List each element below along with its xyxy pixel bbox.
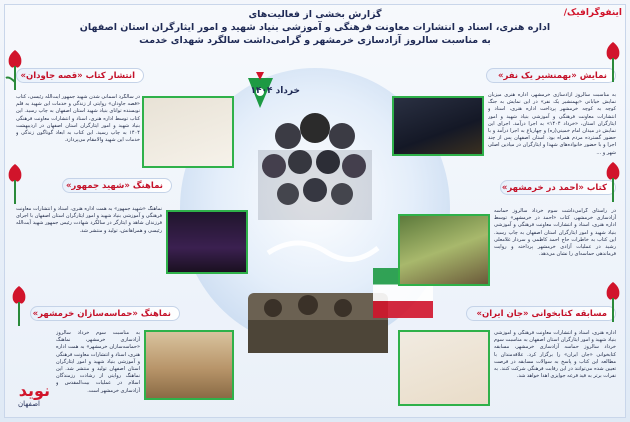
tulip-icon bbox=[602, 40, 624, 84]
song1-photo bbox=[166, 210, 248, 274]
page-header bbox=[70, 8, 560, 47]
section-title-song2: نماهنگ «حماسه‌سازان خرمشهر» bbox=[30, 306, 180, 321]
book2-photo bbox=[398, 214, 490, 286]
navid-logo bbox=[8, 382, 50, 414]
section-title-song1: نماهنگ «شهید جمهور» bbox=[62, 178, 172, 193]
book1-photo bbox=[142, 96, 234, 168]
exhibit-text: به مناسبت سالروز آزادسازی خرمشهر، اداره هنری میزبان نمایش خیابانی «بهمنشیر یک نفر» در این نمایش به جنگ کوچه به کوچه خرمشهر پرداخت اداره هنری، اسناد و انتشارات معاونت فرهنگی و آموزشی بنیاد شهید و امور ایثارگران استان، «خرداد ۱۴۰۴» به اجرا درآمد. اجرای این نمایش در میدان امام خمینی(ره) و چهارباغ به اجرا درآمد و با حضور گسترده مردم همراه بود. استان اصفهان پس از چند اجرا و با حضور خانواده‌های شهدا و ایثارگران در میادین اصلی شهر و ... bbox=[488, 92, 616, 156]
section-title-exhibit: نمایش «بهمنشیر یک نفر» bbox=[486, 68, 616, 83]
song1-text: نماهنگ «شهید جمهور» به همت اداره هنری، اسناد و انتشارات معاونت فرهنگی و آموزشی بنیاد شهید و امور ایثارگران استان اصفهان با اجرای فرزندان شاهد و ایثارگر در سالگرد شهادت رئیس جمهور شهید آیت‌الله رئیسی و همراهانش، تولید و منتشر شد. bbox=[16, 206, 162, 234]
book2-text: در راستای گرامی‌داشت سوم خرداد سالروز حماسه آزادسازی خرمشهر، کتاب «احمد در خرمشهر» توسط اداره هنری، اسناد و انتشارات معاونت فرهنگی و آموزشی بنیاد شهید و امور ایثارگران استان اصفهان به چاپ رسید. این کتاب به خاطرات حاج احمد کاظمی و سردار غلامعلی رشید در عملیات آزادی خرمشهر پرداخته و روایت فرماندهی حماسه‌ای را نشان می‌دهد. bbox=[494, 208, 616, 258]
infographic-tag: اینفوگرافیک/ bbox=[563, 8, 622, 18]
section-title-book1: انتشار کتاب «قصه جاودان» bbox=[16, 68, 144, 83]
song2-photo bbox=[144, 330, 234, 400]
date-label: خرداد ۱۴۰۴ bbox=[250, 86, 300, 96]
logo-sub: اصفهان bbox=[18, 400, 40, 408]
header-line-1: گزارش بخشی از فعالیت‌های bbox=[248, 9, 382, 20]
contest-text: اداره هنری، اسناد و انتشارات معاونت فرهنگی و آموزشی بنیاد شهید و امور ایثارگران استان اصفهان به مناسبت سوم خرداد سالروز حماسه آزادسازی خرمشهر، مسابقه کتابخوانی «جان ایران» را برگزار کرد. علاقه‌مندان با مطالعه این کتاب و پاسخ به سوالات مسابقه در فرصت تعیین شده می‌توانند در این رقابت فرهنگی شرکت کنند. به نفرات برتر به قید قرعه جوایزی اهدا خواهد شد. bbox=[494, 330, 616, 380]
tulip-icon bbox=[602, 160, 624, 204]
section-title-contest: مسابقه کتابخوانی «جان ایران» bbox=[466, 306, 616, 321]
exhibit-photo bbox=[392, 96, 484, 156]
header-line-2: اداره هنری، اسناد و انتشارات معاونت فرهنگی و آموزشی بنیاد شهید و امور ایثارگران استان اصفهان bbox=[79, 22, 551, 33]
tulip-icon bbox=[4, 48, 26, 92]
contest-photo bbox=[398, 330, 490, 406]
logo-main: نوید bbox=[18, 381, 50, 400]
tulip-icon bbox=[602, 280, 624, 324]
soldiers-photo bbox=[248, 293, 388, 353]
book1-text: در سالگرد آسمانی شدن شهید جمهور آیت‌الله رئیسی، کتاب «قصه جاودان» روایتی از زندگی و خدمات این شهید به قلم نویسنده توانای بنیاد شهید استان اصفهان به چاپ رسید. این کتاب توسط اداره هنری، اسناد و انتشارات معاونت فرهنگی بنیاد شهید و امور ایثارگران استان اصفهان در اردیبهشت ۱۴۰۴ به چاپ رسید. این کتاب به ابعاد گوناگون زندگی و خدمات این شهید والامقام می‌پردازد. bbox=[16, 94, 140, 144]
tulip-icon bbox=[8, 284, 30, 328]
tulip-icon bbox=[4, 162, 26, 206]
song2-text: به مناسبت سوم خرداد سالروز آزادسازی خرمشهر، نماهنگ «حماسه‌سازان خرمشهر» به همت اداره هنری، اسناد و انتشارات معاونت فرهنگی و آموزشی بنیاد شهید و امور ایثارگران استان اصفهان تولید و منتشر شد. این نماهنگ روایتی از رشادت رزمندگان اسلام در عملیات بیت‌المقدس و آزادسازی خرمشهر است. bbox=[56, 330, 140, 394]
header-line-3: به مناسبت سالروز آزادسازی خرمشهر و گرامی‌داشت سالگرد شهدای خدمت bbox=[139, 35, 491, 46]
section-title-book2: کتاب «احمد در خرمشهر» bbox=[500, 180, 616, 195]
